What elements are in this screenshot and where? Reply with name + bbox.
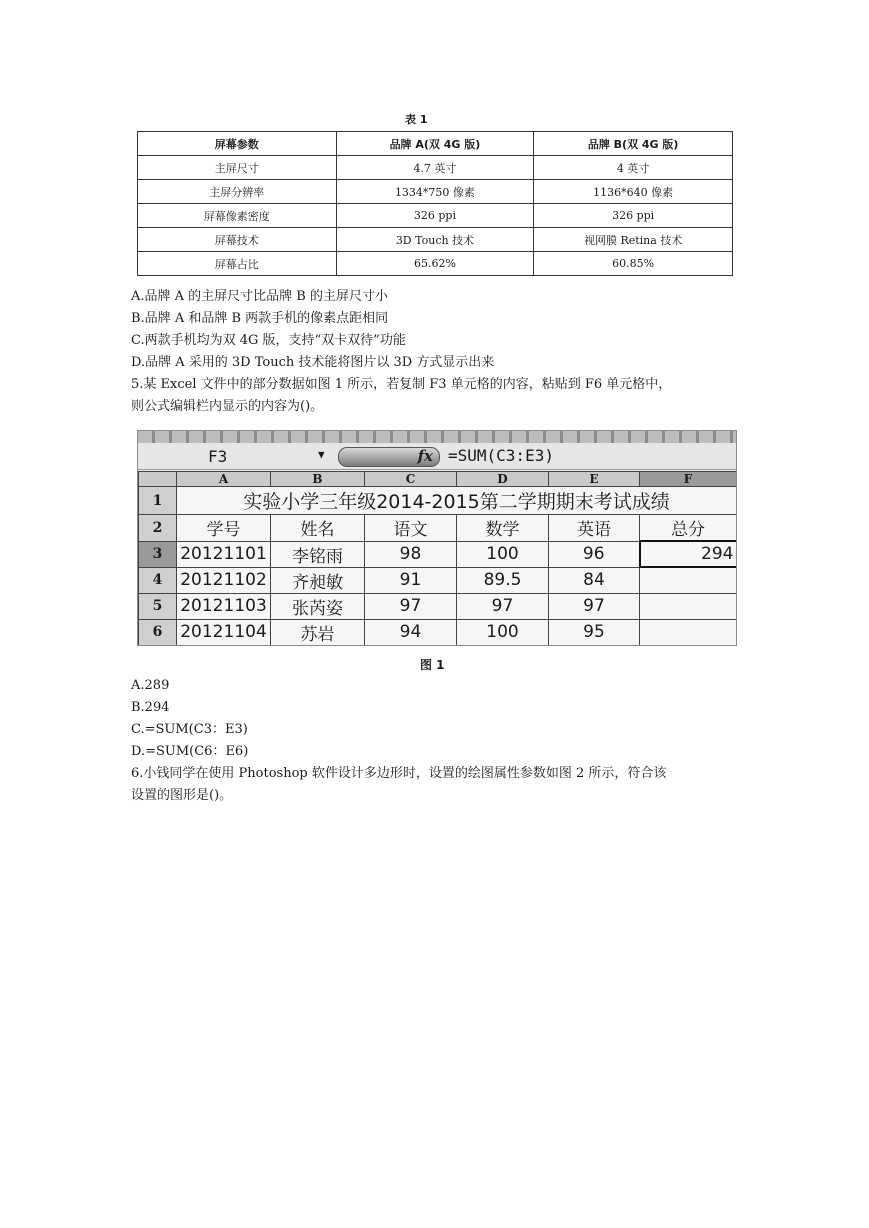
option-d: D.=SUM(C6：E6)	[131, 744, 249, 759]
row-header: 2	[139, 515, 177, 542]
table-cell: 1334*750 像素	[336, 180, 534, 204]
table-row	[138, 204, 733, 228]
chevron-down-icon: ▼	[318, 448, 325, 461]
table-header-row	[138, 132, 733, 156]
fx-icon: fx	[417, 447, 433, 465]
option-a: A.289	[131, 678, 170, 693]
table-row	[138, 228, 733, 252]
table-cell: 主屏尺寸	[138, 156, 337, 180]
select-all-corner	[139, 472, 177, 487]
sheet-row	[139, 619, 737, 645]
header-cell: 品牌 A(双 4G 版)	[336, 132, 534, 156]
sheet-cell: 100	[457, 541, 549, 567]
table-cell: 主屏分辨率	[138, 180, 337, 204]
option-c: C.两款手机均为双 4G 版，支持“双卡双待”功能	[131, 333, 406, 348]
column-header: B	[271, 472, 365, 487]
q6-stem-line1: 6.小钱同学在使用 Photoshop 软件设计多边形时，设置的绘图属性参数如图 2 所示，符合该	[131, 766, 667, 781]
table-cell: 1136*640 像素	[534, 180, 733, 204]
table-cell: 326 ppi	[534, 204, 733, 228]
row-header: 4	[139, 567, 177, 593]
row-header: 1	[139, 487, 177, 515]
column-header: F	[640, 472, 737, 487]
sheet-cell: 95	[549, 619, 640, 645]
row-header: 3	[139, 541, 177, 567]
sheet-cell: 98	[365, 541, 457, 567]
q4-options	[131, 286, 671, 418]
option-c: C.=SUM(C3：E3)	[131, 722, 248, 737]
q5-stem-line1: 5.某 Excel 文件中的部分数据如图 1 所示，若复制 F3 单元格的内容，粘贴到 F6 单元格中，	[131, 377, 672, 392]
sheet-row	[139, 541, 737, 567]
sheet-cell: 英语	[549, 515, 640, 542]
sheet-cell: 84	[549, 567, 640, 593]
row-header: 6	[139, 619, 177, 645]
screen-spec-table	[137, 131, 733, 276]
table-cell: 60.85%	[534, 252, 733, 276]
sheet-cell	[640, 567, 737, 593]
excel-screenshot	[137, 430, 737, 646]
formula-bar	[138, 443, 736, 470]
table-cell: 屏幕技术	[138, 228, 337, 252]
column-header-row	[139, 472, 737, 487]
table-cell: 4 英寸	[534, 156, 733, 180]
sheet-cell: 姓名	[271, 515, 365, 542]
q6-stem-line2: 设置的图形是()。	[131, 788, 233, 803]
table1-caption: 表 1	[405, 113, 428, 126]
sheet-cell: 数学	[457, 515, 549, 542]
option-d: D.品牌 A 采用的 3D Touch 技术能将图片以 3D 方式显示出来	[131, 355, 495, 370]
sheet-cell: 学号	[177, 515, 271, 542]
sheet-cell: 100	[457, 619, 549, 645]
column-header: D	[457, 472, 549, 487]
table-cell: 4.7 英寸	[336, 156, 534, 180]
figure1-caption: 图 1	[420, 658, 445, 672]
table-row	[138, 180, 733, 204]
active-cell-f3: 294	[640, 541, 737, 567]
sheet-cell: 96	[549, 541, 640, 567]
sheet-cell: 97	[365, 593, 457, 619]
sheet-row	[139, 487, 737, 515]
column-header: E	[549, 472, 640, 487]
sheet-cell: 20121104	[177, 619, 271, 645]
table-cell: 屏幕像素密度	[138, 204, 337, 228]
column-header: C	[365, 472, 457, 487]
table-row	[138, 252, 733, 276]
option-b: B.品牌 A 和品牌 B 两款手机的像素点距相同	[131, 311, 389, 326]
sheet-cell: 89.5	[457, 567, 549, 593]
q5-options	[131, 675, 666, 807]
sheet-row	[139, 567, 737, 593]
sheet-cell: 李铭雨	[271, 541, 365, 567]
header-cell: 品牌 B(双 4G 版)	[534, 132, 733, 156]
spreadsheet-grid	[138, 471, 737, 646]
sheet-cell: 91	[365, 567, 457, 593]
name-box: F3	[208, 447, 228, 466]
sheet-cell: 张芮姿	[271, 593, 365, 619]
q5-stem-line2: 则公式编辑栏内显示的内容为()。	[131, 399, 324, 414]
sheet-cell: 20121101	[177, 541, 271, 567]
option-b: B.294	[131, 700, 170, 715]
table-row	[138, 156, 733, 180]
header-cell: 屏幕参数	[138, 132, 337, 156]
sheet-cell: 97	[549, 593, 640, 619]
sheet-cell: 94	[365, 619, 457, 645]
insert-function-button	[338, 447, 440, 467]
formula-text: =SUM(C3:E3)	[448, 446, 554, 465]
table-cell: 屏幕占比	[138, 252, 337, 276]
sheet-cell: 总分	[640, 515, 737, 542]
sheet-row	[139, 593, 737, 619]
sheet-row	[139, 515, 737, 542]
sheet-cell: 20121103	[177, 593, 271, 619]
sheet-cell: 20121102	[177, 567, 271, 593]
table-cell: 326 ppi	[336, 204, 534, 228]
sheet-title-cell: 实验小学三年级2014-2015第二学期期末考试成绩	[177, 487, 737, 515]
sheet-cell: 97	[457, 593, 549, 619]
table-cell: 3D Touch 技术	[336, 228, 534, 252]
table-cell: 视网膜 Retina 技术	[534, 228, 733, 252]
row-header: 5	[139, 593, 177, 619]
sheet-cell: 齐昶敏	[271, 567, 365, 593]
sheet-cell	[640, 619, 737, 645]
option-a: A.品牌 A 的主屏尺寸比品牌 B 的主屏尺寸小	[131, 289, 388, 304]
column-header: A	[177, 472, 271, 487]
table-cell: 65.62%	[336, 252, 534, 276]
sheet-cell: 苏岩	[271, 619, 365, 645]
sheet-cell	[640, 593, 737, 619]
sheet-cell: 语文	[365, 515, 457, 542]
